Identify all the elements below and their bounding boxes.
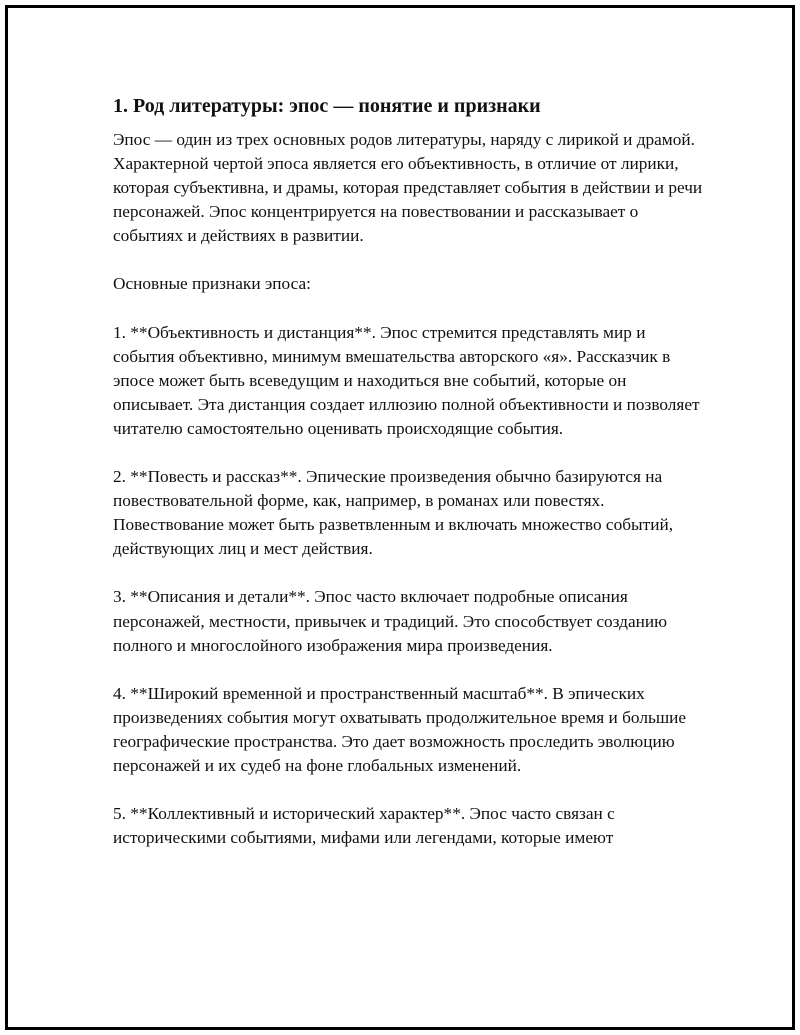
feature-4-paragraph: 4. **Широкий временной и пространственный масштаб**. В эпических произведениях события могут охватывать продолжительное время и большие географические пространства. Это дает возможность проследить эволюцию персонажей и их судеб на фоне глобальных изменений.: [113, 683, 687, 775]
intro-paragraph: Эпос — один из трех основных родов литературы, наряду с лирикой и драмой. Характерной чертой эпоса является его объективность, в отличие от лирики, которая субъективна, и драмы, которая представляет события в действии и речи персонажей. Эпос концентрируется на повествовании и рассказывает о событиях и действиях в развитии.: [113, 130, 703, 246]
feature-5-paragraph: 5. **Коллективный и исторический характер**. Эпос часто связан с историческими событиями, мифами или легендами, которые имеют: [113, 804, 615, 848]
features-intro: Основные признаки эпоса:: [113, 274, 311, 294]
feature-1-paragraph: 1. **Объективность и дистанция**. Эпос стремится представлять мир и события объективно, минимум вмешательства авторского «я». Рассказчик в эпосе может быть всеведущим и находиться вне событий, которые он описывает. Эта дистанция создает иллюзию полной объективности и позволяет читателю самостоятельно оценивать происходящие события.: [113, 322, 700, 438]
section-heading: 1. Род литературы: эпос — понятие и признаки: [113, 95, 541, 117]
document-body: [113, 92, 703, 874]
feature-3-paragraph: 3. **Описания и детали**. Эпос часто включает подробные описания персонажей, местности, привычек и традиций. Это способствует созданию полного и многослойного изображения мира произведения.: [113, 587, 668, 655]
feature-2-paragraph: 2. **Повесть и рассказ**. Эпические произведения обычно базируются на повествовательной форме, как, например, в романах или повестях. Повествование может быть разветвленным и включать множество событий, действующих лиц и мест действия.: [113, 467, 674, 559]
